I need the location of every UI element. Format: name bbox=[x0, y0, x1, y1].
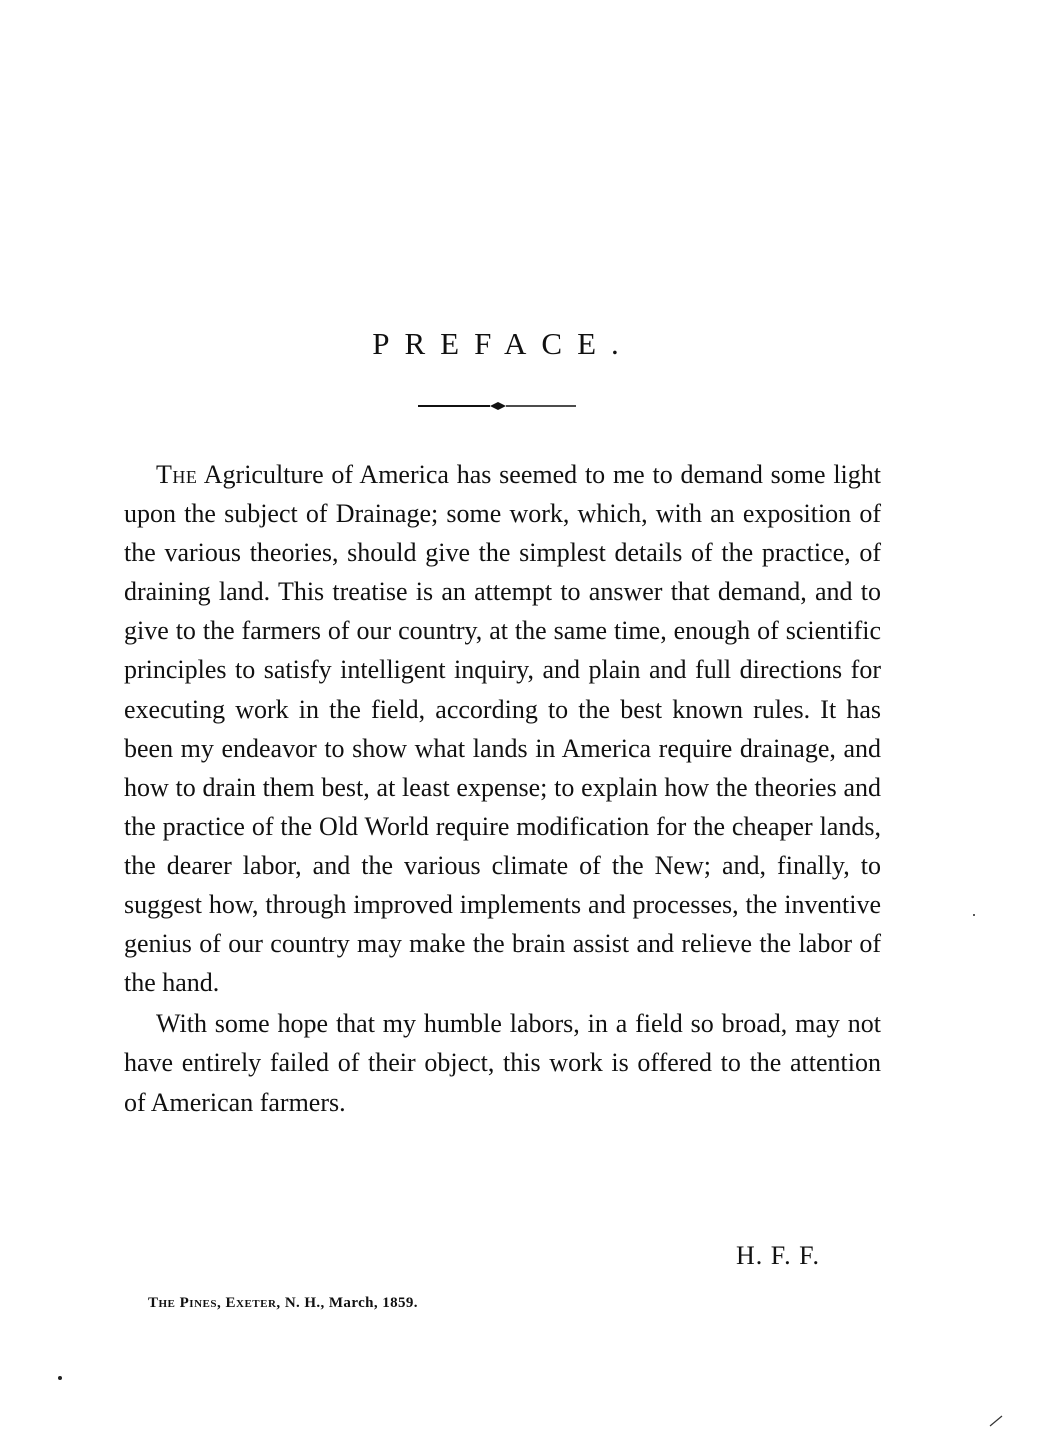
paragraph-text: With some hope that my humble labors, in a field so broad, may not have entirely failed of their object, this work is offered to the attention of American farmers. bbox=[124, 1009, 881, 1117]
author-initials: H. F. F. bbox=[736, 1241, 821, 1270]
dateline-place: The Pines, Exeter, bbox=[148, 1295, 281, 1311]
paragraph-lead-word: The bbox=[156, 460, 198, 489]
preface-paragraph-1 bbox=[124, 455, 881, 1002]
preface-body bbox=[124, 455, 881, 1122]
print-speck bbox=[58, 1376, 62, 1380]
preface-paragraph-2 bbox=[124, 1004, 881, 1121]
dateline bbox=[148, 1295, 418, 1312]
page-title: PREFACE. bbox=[372, 326, 634, 361]
print-speck bbox=[973, 914, 975, 916]
pencil-mark bbox=[988, 1414, 1004, 1428]
title-ornament-rule bbox=[418, 400, 576, 412]
paragraph-text: Agriculture of America has seemed to me to demand some light upon the subject of Drainage; some work, which, with an exposition of the various theories, should give the simplest details of the practice, of draining land. This treatise is an attempt to answer that demand, and to give to the farmers of our country, at the same time, enough of scientific principles to satisfy intelligent inquiry, and plain and full directions for executing work in the field, according to the best known rules. It has been my endeavor to show what lands in America require drainage, and how to drain them best, at least expense; to explain how the theories and the practice of the Old World require modification for the cheaper lands, the dearer labor, and the various climate of the New; and, finally, to suggest how, through improved implements and processes, the inventive genius of our country may make the brain assist and relieve the labor of the hand. bbox=[124, 460, 881, 998]
dateline-date: N. H., March, 1859. bbox=[284, 1295, 418, 1311]
